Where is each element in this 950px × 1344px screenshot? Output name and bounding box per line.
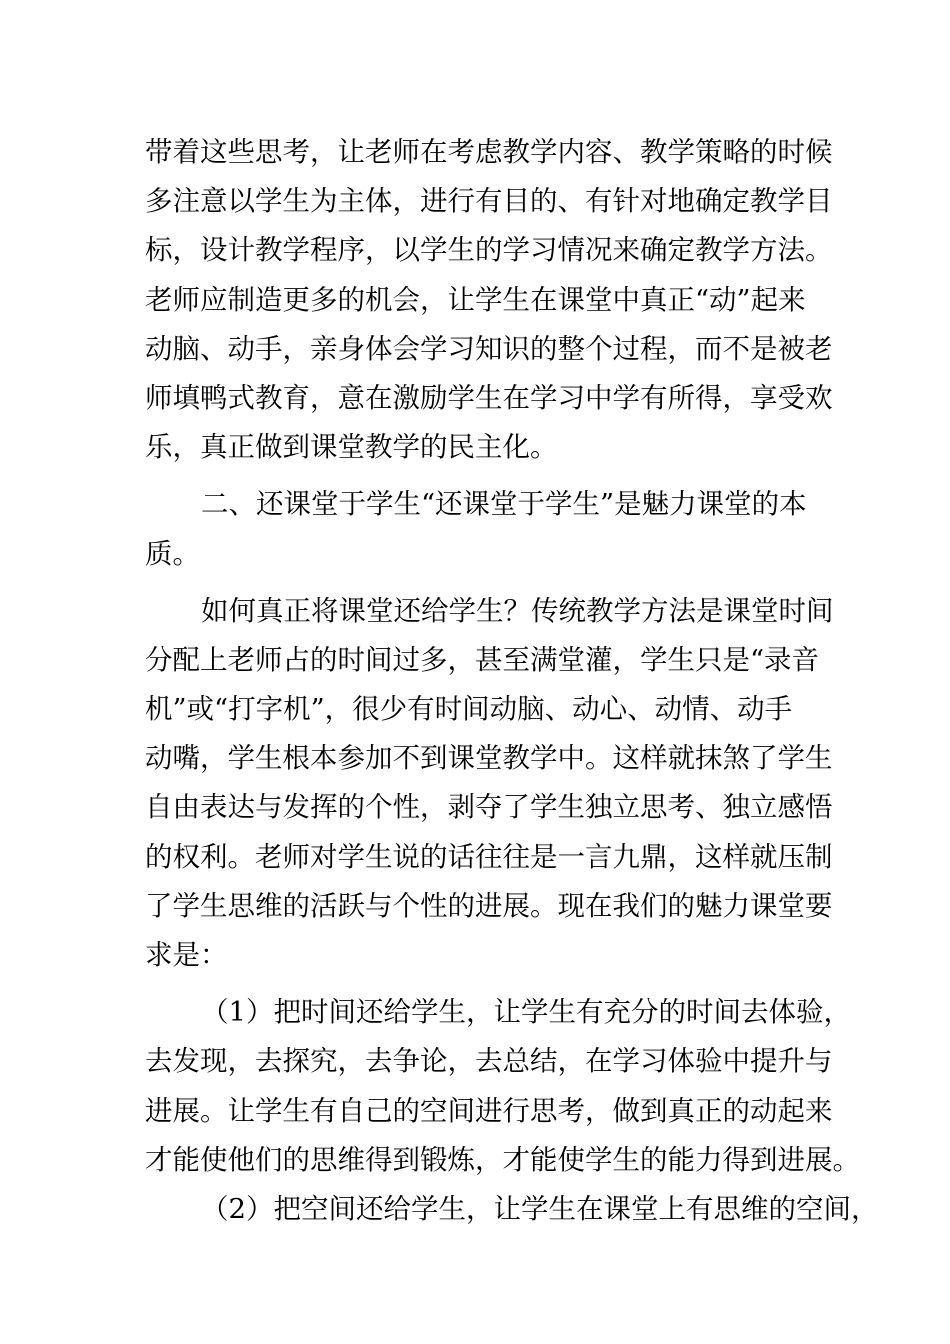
list-item-line: （1）把时间还给学生，让学生有充分的时间去体验， — [201, 996, 851, 1029]
text-line: 进展。让学生有自己的空间进行思考，做到真正的动起来 — [145, 1094, 833, 1127]
text-line: 机”或“打字机”，很少有时间动脑、动心、动情、动手 — [145, 693, 793, 726]
text-line: 师填鸭式教育，意在激励学生在学习中学有所得，享受欢 — [145, 381, 833, 414]
text-line: 动嘴，学生根本参加不到课堂教学中。这样就抹煞了学生 — [145, 742, 833, 775]
text-line: 带着这些思考，让老师在考虑教学内容、教学策略的时候 — [145, 136, 833, 168]
paragraph-gap — [145, 579, 815, 587]
section-heading-line: 二、还课堂于学生“还课堂于学生”是魅力课堂的本 — [201, 488, 807, 521]
text-line: 的权利。老师对学生说的话往往是一言九鼎，这样就压制 — [145, 840, 833, 873]
text-line: 质。 — [145, 537, 200, 570]
paragraph-gap — [145, 980, 815, 988]
text-line: 分配上老师占的时间过多，甚至满堂灌，学生只是“录音 — [145, 643, 820, 676]
list-item-line: （2）把空间还给学生，让学生在课堂上有思维的空间， — [201, 1192, 879, 1225]
text-line: 标，设计教学程序，以学生的学习情况来确定教学方法。 — [145, 234, 833, 267]
text-line: 才能使他们的思维得到锻炼，才能使学生的能力得到进展。 — [145, 1143, 860, 1176]
document-body — [145, 128, 879, 1234]
text-line: 求是： — [145, 939, 228, 971]
text-line: 自由表达与发挥的个性，剥夺了学生独立思考、独立感悟 — [145, 791, 833, 824]
text-line: 多注意以学生为主体，进行有目的、有针对地确定教学目 — [145, 185, 833, 218]
text-line: 乐，真正做到课堂教学的民主化。 — [145, 431, 558, 464]
paragraph-gap — [145, 472, 815, 480]
text-line: 去发现，去探究，去争论，去总结，在学习体验中提升与 — [145, 1045, 833, 1078]
text-line: 如何真正将课堂还给学生？传统教学方法是课堂时间 — [201, 594, 834, 627]
text-line: 了学生思维的活跃与个性的进展。现在我们的魅力课堂要 — [145, 889, 833, 922]
text-line: 动脑、动手，亲身体会学习知识的整个过程，而不是被老 — [145, 332, 833, 365]
text-line: 老师应制造更多的机会，让学生在课堂中真正“动”起来 — [145, 283, 806, 316]
